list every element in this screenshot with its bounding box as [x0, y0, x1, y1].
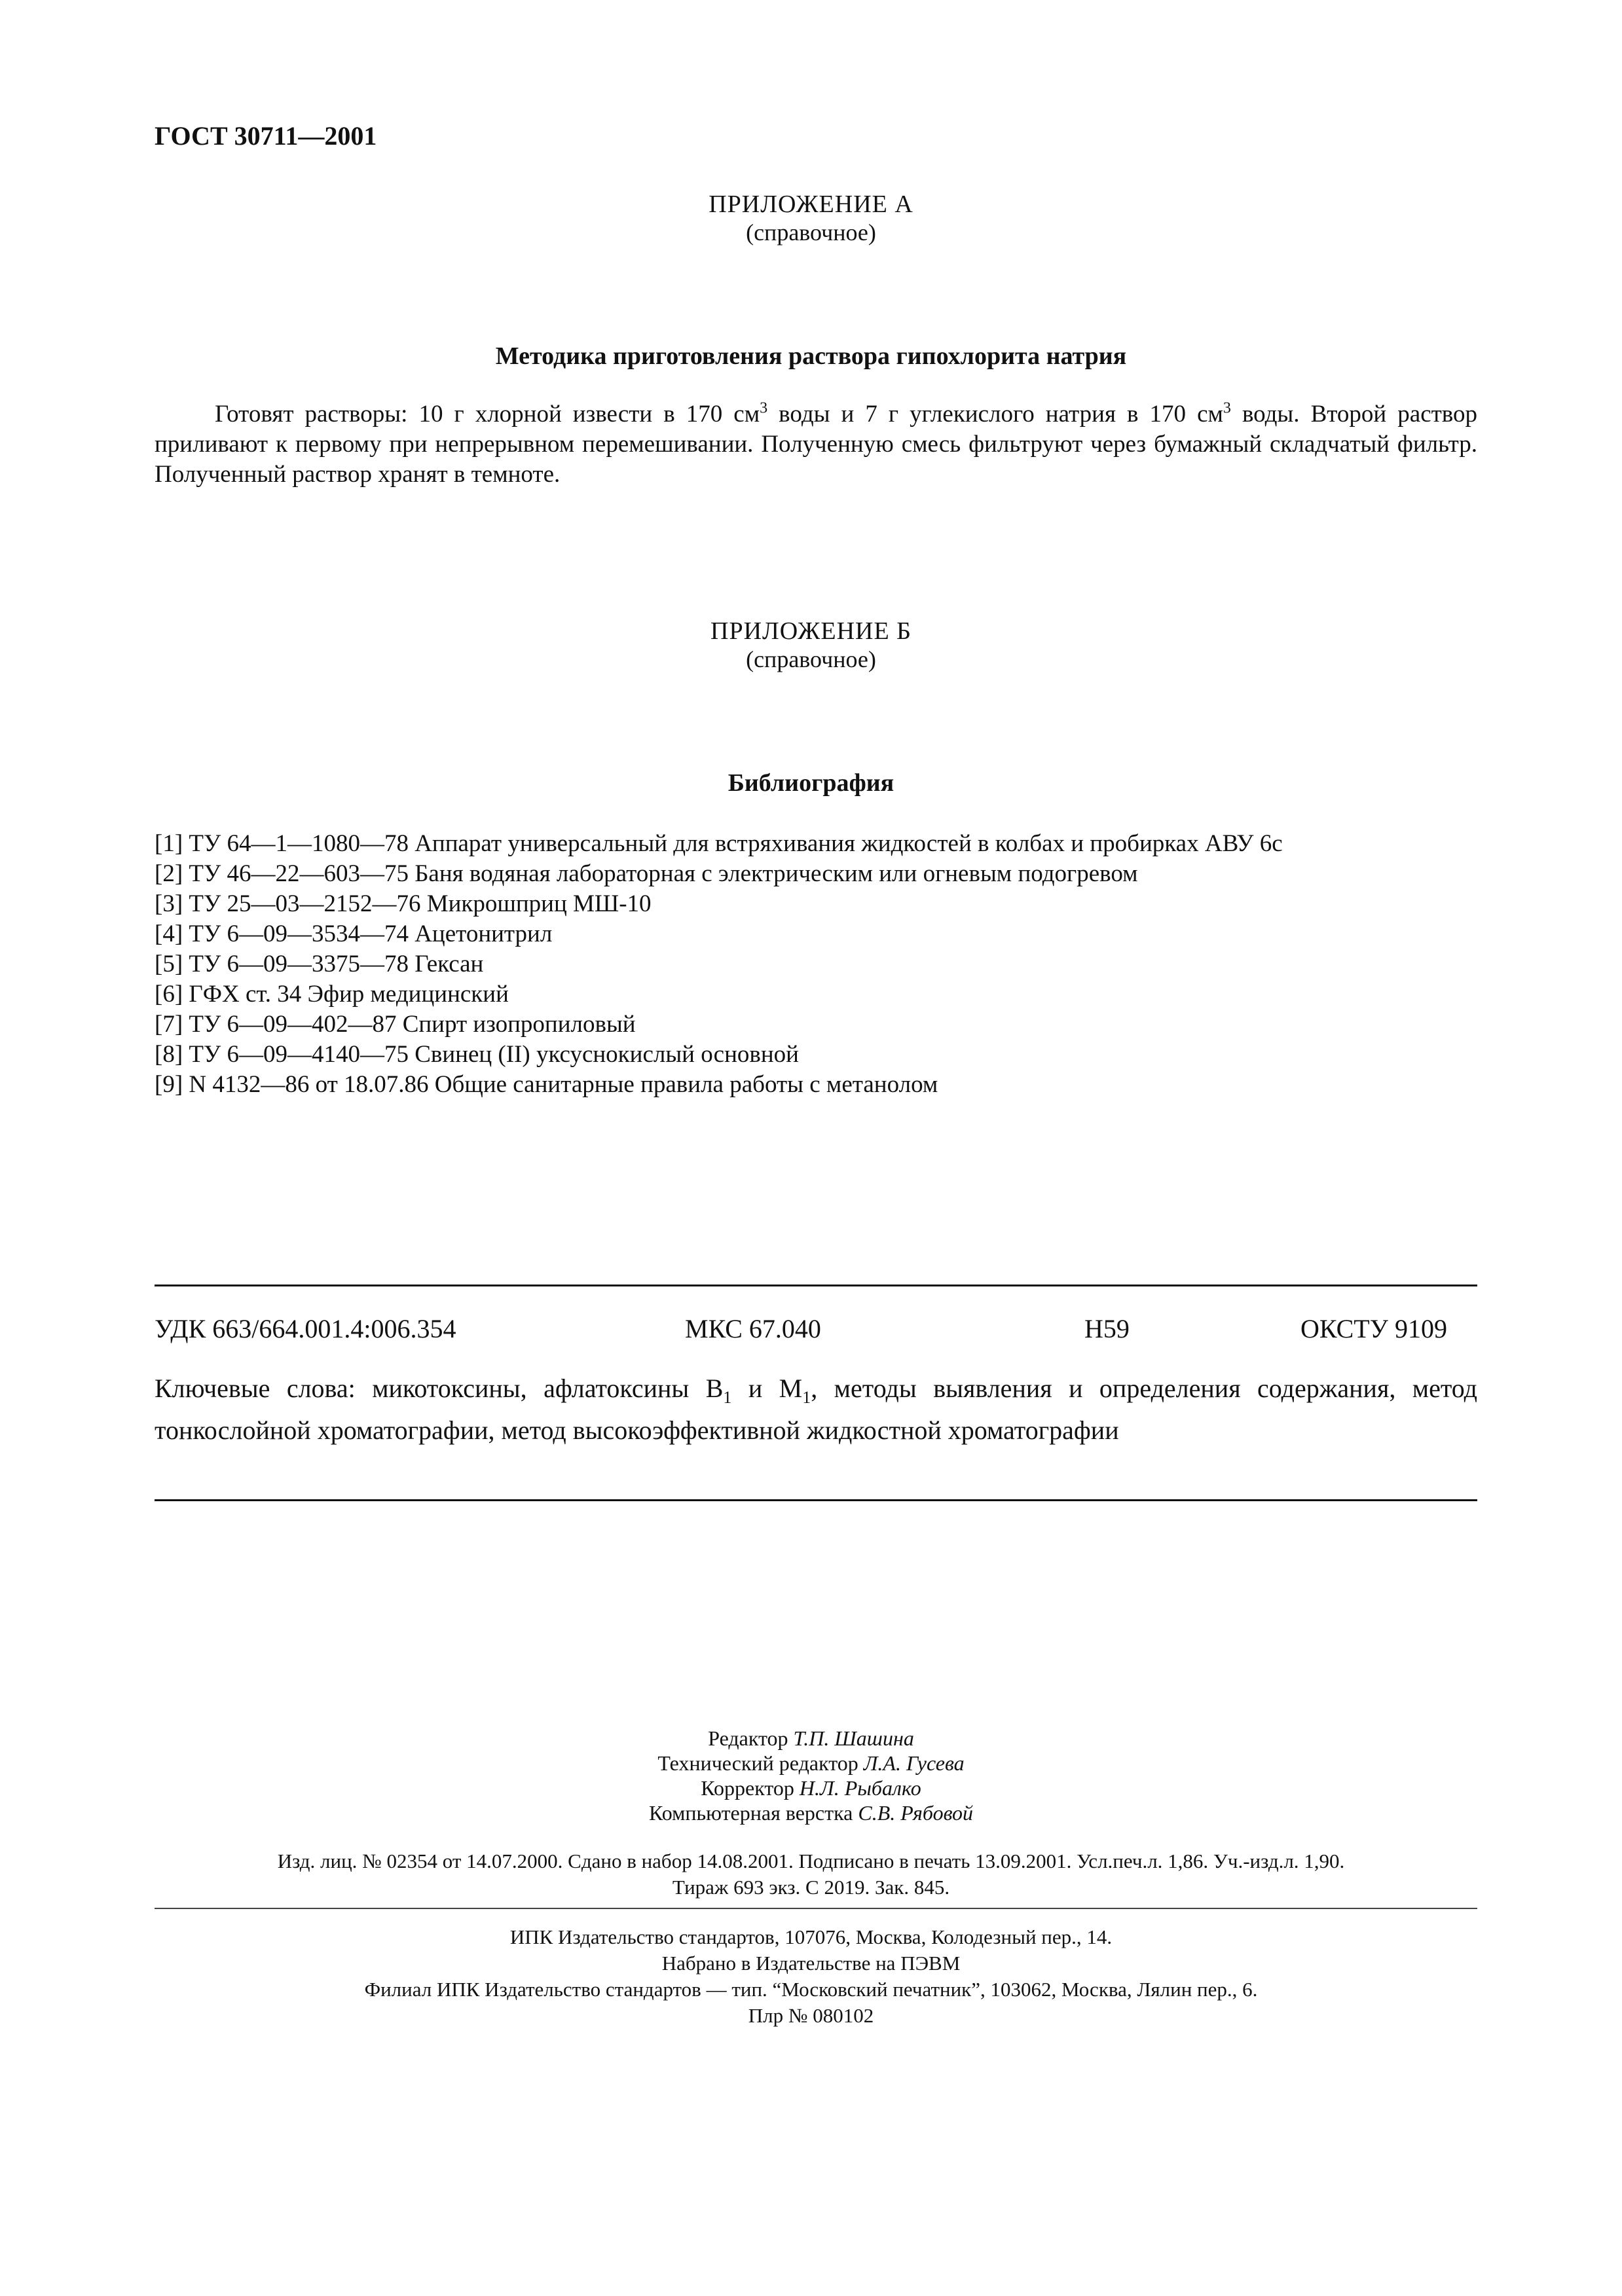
appendix-b-title: ПРИЛОЖЕНИЕ Б: [710, 617, 912, 645]
classification-code: H59: [1084, 1314, 1130, 1343]
bibliography-item: [2] ТУ 46—22—603—75 Баня водяная лабораторная с электрическим или огневым подогревом: [155, 860, 1138, 887]
udk-code: УДК 663/664.001.4:006.354: [155, 1314, 456, 1343]
top-divider: [155, 1285, 1477, 1286]
layout-line: Компьютерная верстка С.В. Рябовой: [648, 1801, 974, 1825]
keywords: Ключевые слова: микотоксины, афлатоксины $B_1$ и $M_1$, методы выявления и определения содержания, метод тонкослойной хроматографии, метод высокоэффективной жидкостной хроматографии: [155, 1374, 1477, 1445]
bibliography-item: [5] ТУ 6—09—3375—78 Гексан: [155, 951, 484, 977]
bibliography-item: [6] ГФХ ст. 34 Эфир медицинский: [155, 981, 509, 1008]
bibliography-item: [1] ТУ 64—1—1080—78 Аппарат универсальный для встряхивания жидкостей в колбах и пробирках АВУ 6с: [155, 830, 1283, 857]
publisher-line-2: Набрано в Издательстве на ПЭВМ: [661, 1952, 961, 1975]
appendix-a-heading: Методика приготовления раствора гипохлорита натрия: [495, 342, 1127, 370]
imprint-divider: [155, 1908, 1477, 1909]
bibliography-list: [155, 829, 1283, 1100]
bottom-divider: [155, 1499, 1477, 1501]
plr-number: Плр № 080102: [748, 2004, 874, 2027]
document-code: ГОСТ 30711—2001: [155, 121, 377, 151]
imprint-line-2: Тираж 693 экз. С 2019. Зак. 845.: [672, 1876, 950, 1899]
credits-block: [0, 1726, 1622, 1825]
mks-code: МКС 67.040: [685, 1314, 821, 1343]
okstu-code: ОКСТУ 9109: [1300, 1314, 1448, 1343]
corrector-line: Корректор Н.Л. Рыбалко: [701, 1776, 921, 1800]
tech-editor-line: Технический редактор Л.А. Гусева: [657, 1751, 965, 1775]
bibliography-item: [4] ТУ 6—09—3534—74 Ацетонитрил: [155, 920, 553, 947]
imprint-line-1: Изд. лиц. № 02354 от 14.07.2000. Сдано в набор 14.08.2001. Подписано в печать 13.09.2001. Усл.печ.л. 1,86. Уч.-изд.л. 1,90.: [277, 1850, 1345, 1872]
bibliography-item: [8] ТУ 6—09—4140—75 Свинец (II) уксуснокислый основной: [155, 1041, 799, 1068]
editor-line: Редактор Т.П. Шашина: [708, 1726, 914, 1750]
appendix-a-paragraph: Готовят растворы: 10 г хлорной извести в 170 $см^3$ воды и 7 г углекислого натрия в 170 $см^3$ воды. Второй раствор приливают к первому при непрерывном перемешивании. Полученную смесь фильтруют через бумажный складчатый фильтр. Полученный раствор хранят в темноте.: [155, 399, 1477, 488]
bibliography-item: [9] N 4132—86 от 18.07.86 Общие санитарные правила работы с метанолом: [155, 1071, 938, 1098]
bibliography-item: [3] ТУ 25—03—2152—76 Микрошприц МШ-10: [155, 890, 652, 917]
publisher-line-3: Филиал ИПК Издательство стандартов — тип. “Московский печатник”, 103062, Москва, Лялин пер., 6.: [364, 1978, 1258, 2001]
publisher-line-1: ИПК Издательство стандартов, 107076, Москва, Колодезный пер., 14.: [509, 1925, 1113, 1948]
appendix-a-title: ПРИЛОЖЕНИЕ А: [709, 191, 913, 218]
appendix-b-type: (справочное): [746, 646, 876, 672]
appendix-a-type: (справочное): [746, 219, 876, 246]
bibliography-item: [7] ТУ 6—09—402—87 Спирт изопропиловый: [155, 1011, 636, 1038]
bibliography-heading: Библиография: [728, 769, 894, 797]
